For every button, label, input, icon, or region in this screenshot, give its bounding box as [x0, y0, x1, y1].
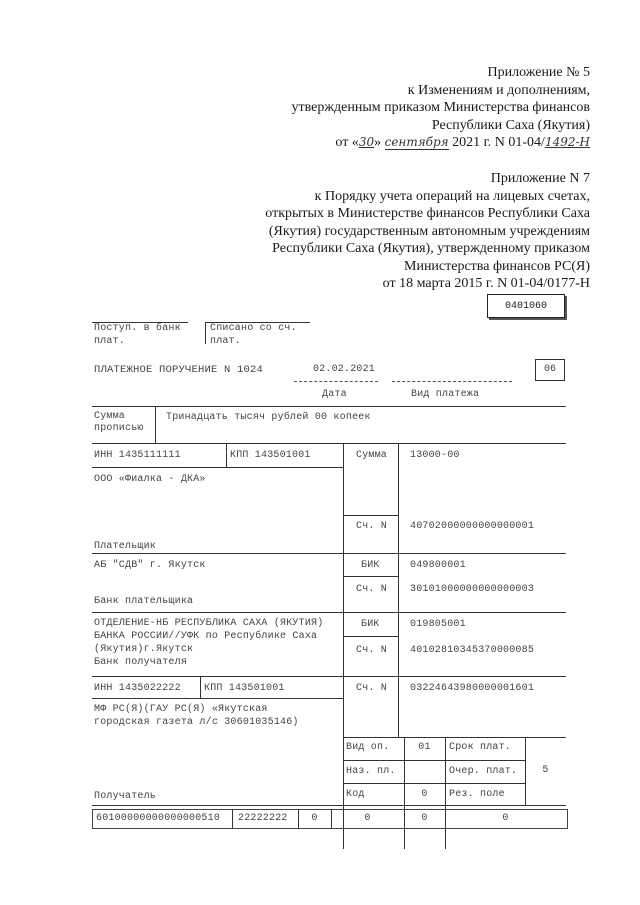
recipient-inn: ИНН 1435022222: [94, 683, 181, 694]
divider: [205, 322, 206, 344]
field-value: 0: [364, 813, 371, 824]
bik-label: БИК: [361, 560, 380, 571]
payer-account: 40702000000000000001: [410, 521, 535, 532]
annex5-header: [292, 64, 590, 152]
annex7-title: Приложение N 7: [490, 171, 590, 186]
recipient-bik: 019805001: [410, 619, 466, 630]
payer-kpp: КПП 143501001: [230, 450, 311, 461]
received-bank-label: Поступ. в банк плат.: [94, 323, 181, 347]
amount-value: 13000-00: [410, 450, 460, 461]
amount-words-label: Сумма прописью: [94, 411, 144, 434]
recipient-bank-line: ОТДЕЛЕНИЕ-НБ РЕСПУБЛИКА САХА (ЯКУТИЯ): [94, 618, 324, 629]
divider: [226, 443, 227, 467]
divider: [92, 406, 566, 407]
divider: [398, 443, 399, 737]
op-type-label: Вид оп.: [346, 742, 390, 753]
divider: [343, 515, 398, 516]
divider: [200, 676, 201, 698]
divider: [445, 737, 446, 849]
divider: [343, 783, 525, 784]
form-code-box: 0401060: [487, 294, 565, 318]
divider: [92, 553, 566, 554]
annex7-line: Республики Саха (Якутия), утвержденному приказом: [272, 241, 590, 256]
account-label: Сч. N: [356, 521, 388, 532]
divider: [343, 737, 566, 738]
field-value: 0: [502, 813, 509, 824]
account-label: Сч. N: [356, 645, 388, 656]
field-value: 0: [311, 813, 318, 824]
date-suffix: 2021 г. N 01-04/: [452, 135, 545, 150]
order-date: 02.02.2021: [313, 364, 376, 375]
date-mid: »: [374, 135, 382, 150]
payer-bank-label: Банк плательщика: [94, 596, 194, 607]
queue-value: 5: [542, 765, 549, 776]
divider: [92, 467, 343, 468]
pay-term-label: Срок плат.: [449, 742, 512, 753]
code-label: Код: [346, 789, 365, 800]
payer-bank-name: АБ "СДВ" г. Якутск: [94, 560, 206, 571]
kbk-value: 60100000000000000510: [96, 813, 221, 824]
annex5-date-line: [292, 134, 590, 152]
amount-label: Сумма: [356, 450, 388, 461]
annex5-title: Приложение № 5: [487, 65, 590, 80]
annex5-line: к Изменениям и дополнениям,: [407, 82, 590, 98]
recipient-bank-label: Банк получателя: [94, 657, 188, 668]
divider: [343, 636, 398, 637]
divider: [92, 805, 566, 806]
divider: [92, 698, 343, 699]
recipient-account: 03224643980000001601: [410, 683, 535, 694]
recipient-bank-line: БАНКА РОССИИ//УФК по Республике Саха: [94, 631, 318, 642]
annex5-line: утвержденным приказом Министерства финансов: [291, 100, 590, 115]
handwritten-day: 30: [358, 135, 375, 149]
payment-type-underline: [392, 381, 512, 382]
divider: [205, 322, 310, 323]
date-underline: [294, 381, 378, 382]
divider: [92, 676, 566, 677]
recipient-kpp: КПП 143501001: [204, 683, 285, 694]
payer-bik: 049800001: [410, 560, 466, 571]
date-label: Дата: [322, 389, 347, 400]
divider: [343, 760, 525, 761]
debited-label: Списано со сч. плат.: [210, 323, 297, 347]
divider: [232, 809, 233, 829]
reserve-label: Рез. поле: [449, 789, 505, 800]
payer-inn: ИНН 1435111111: [94, 450, 181, 461]
recipient-bank-line: (Якутия)г.Якутск: [94, 644, 194, 655]
amount-words: Тринадцать тысяч рублей 00 копеек: [166, 412, 371, 423]
handwritten-month: сентября: [384, 135, 449, 149]
divider: [92, 322, 188, 323]
divider: [92, 443, 566, 444]
recipient-label: Получатель: [94, 791, 157, 802]
account-label: Сч. N: [356, 584, 388, 595]
recipient-name-line: МФ РС(Я)(ГАУ РС(Я) «Якутская: [94, 704, 268, 715]
divider: [92, 612, 566, 613]
annex7-header: [265, 170, 590, 293]
payer-bank-account: 30101000000000000003: [410, 584, 535, 595]
divider: [343, 443, 344, 849]
code-value: 0: [421, 789, 428, 800]
account-label: Сч. N: [356, 683, 388, 694]
annex7-line: к Порядку учета операций на лицевых счетах,: [314, 188, 590, 204]
annex5-line: Республики Саха (Якутия): [431, 117, 590, 133]
bik-label: БИК: [361, 619, 380, 630]
annex7-line: от 18 марта 2015 г. N 01-04/0177-Н: [382, 276, 590, 291]
annex7-line: Министерства финансов РС(Я): [404, 258, 590, 274]
annex7-line: открытых в Министерстве финансов Республики Саха: [265, 206, 590, 221]
queue-label: Очер. плат.: [449, 766, 518, 777]
date-prefix: от «: [335, 135, 359, 150]
op-type-value: 01: [418, 742, 431, 753]
field-value: 0: [421, 813, 428, 824]
oktmo-value: 22222222: [238, 813, 288, 824]
payer-name: ООО «Фиалка - ДКА»: [94, 474, 206, 485]
payer-status-box: 06: [535, 359, 565, 381]
recipient-bank-account: 40102810345370000085: [410, 645, 535, 656]
purpose-label: Наз. пл.: [346, 766, 396, 777]
payer-label: Плательщик: [94, 541, 157, 552]
recipient-name-line: городская газета л/с 30601035146): [94, 717, 299, 728]
annex7-line: (Якутия) государственным автономным учреждениям: [268, 223, 590, 239]
handwritten-number: 1492-Н: [544, 135, 590, 149]
payment-type-label: Вид платежа: [411, 389, 480, 400]
divider: [343, 576, 398, 577]
divider: [155, 406, 156, 443]
payment-order-title: ПЛАТЕЖНОЕ ПОРУЧЕНИЕ N 1024: [94, 364, 264, 376]
